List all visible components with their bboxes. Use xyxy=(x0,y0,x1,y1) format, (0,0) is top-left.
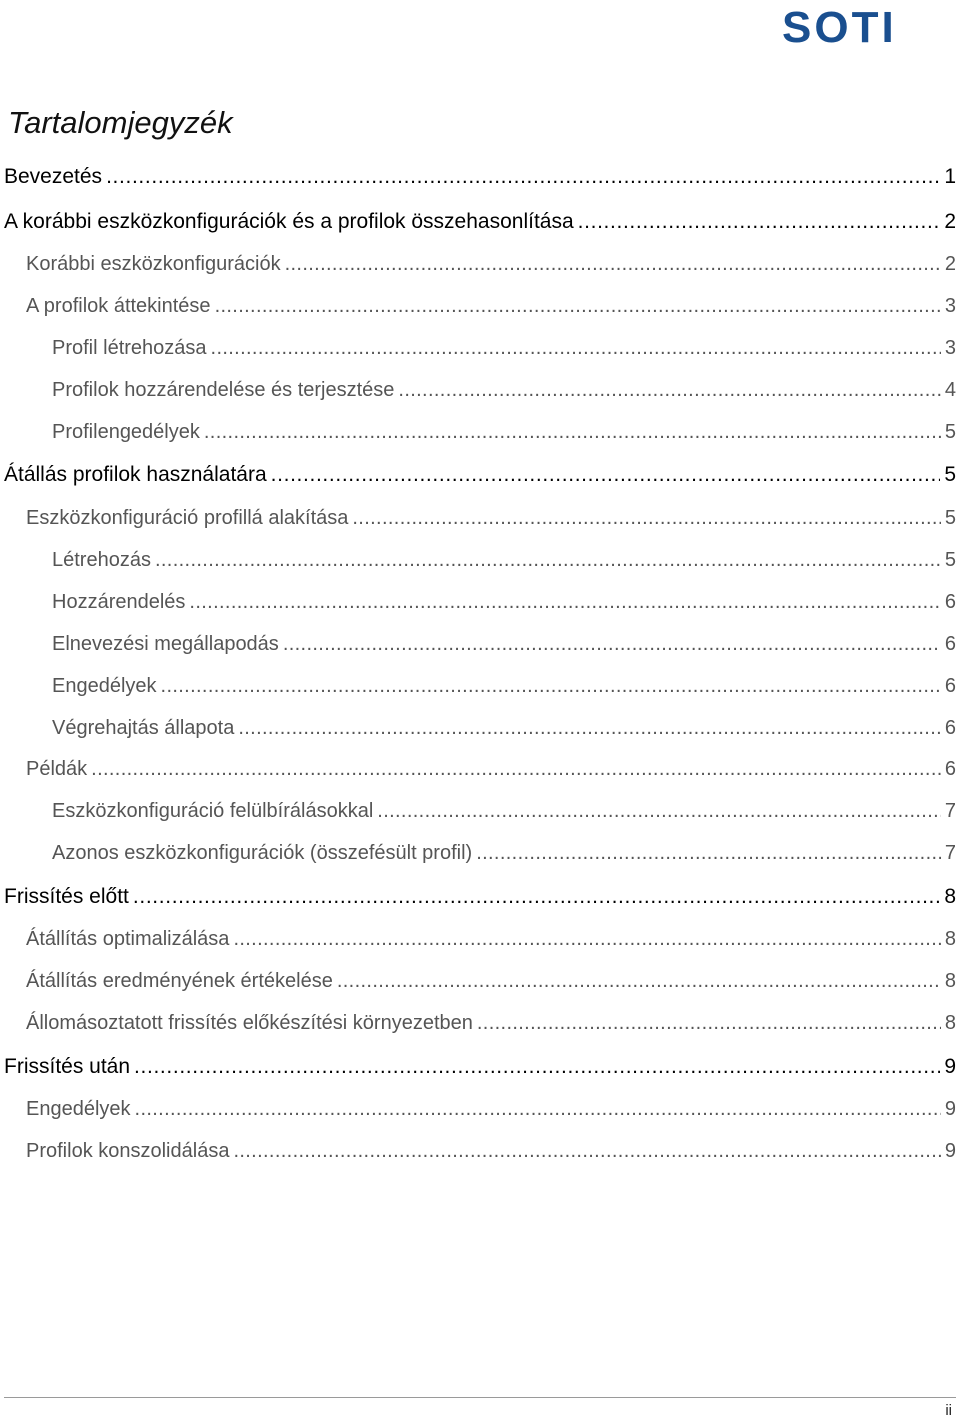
toc-leader-dots xyxy=(106,165,940,189)
toc-entry[interactable] xyxy=(0,165,960,189)
toc-entry-label: Eszközkonfiguráció profillá alakítása xyxy=(26,507,349,529)
toc-entry[interactable] xyxy=(0,1140,960,1163)
toc-entry-label: Példák xyxy=(26,758,88,780)
toc-leader-dots xyxy=(204,421,941,444)
toc-entry-page: 8 xyxy=(944,1012,956,1034)
toc-entry-label: Korábbi eszközkonfigurációk xyxy=(26,253,281,275)
toc-entry-label: Létrehozás xyxy=(52,549,151,571)
toc-leader-dots xyxy=(476,842,941,865)
toc-entry-label: A korábbi eszközkonfigurációk és a profilok összehasonlítása xyxy=(4,210,574,233)
toc-entry[interactable] xyxy=(0,842,960,865)
toc-entry[interactable] xyxy=(0,970,960,993)
toc-entry-page: 2 xyxy=(944,210,956,233)
toc-leader-dots xyxy=(189,591,940,614)
toc-entry[interactable] xyxy=(0,421,960,444)
toc-entry-page: 9 xyxy=(944,1055,956,1078)
logo-text: SOTI xyxy=(782,3,897,50)
toc-entry[interactable] xyxy=(0,210,960,234)
toc-entry-label: Profilengedélyek xyxy=(52,421,200,443)
toc-entry-page: 8 xyxy=(944,970,956,992)
toc-entry-label: Állomásoztatott frissítés előkészítési környezetben xyxy=(26,1012,473,1034)
toc-entry[interactable] xyxy=(0,717,960,740)
toc-entry-label: Hozzárendelés xyxy=(52,591,186,613)
toc-leader-dots xyxy=(233,1140,940,1163)
toc-leader-dots xyxy=(134,1055,940,1079)
toc-entry-label: Profilok hozzárendelése és terjesztése xyxy=(52,379,395,401)
toc-leader-dots xyxy=(271,463,941,487)
toc-entry-label: Profilok konszolidálása xyxy=(26,1140,230,1162)
toc-entry-label: Azonos eszközkonfigurációk (összefésült profil) xyxy=(52,842,473,864)
toc-entry-page: 6 xyxy=(944,675,956,697)
toc-leader-dots xyxy=(377,800,941,823)
toc-entry-page: 9 xyxy=(944,1140,956,1162)
toc-entry-label: A profilok áttekintése xyxy=(26,295,211,317)
toc-entry-page: 4 xyxy=(944,379,956,401)
toc-entry[interactable] xyxy=(0,591,960,614)
toc-entry[interactable] xyxy=(0,549,960,572)
toc-entry[interactable] xyxy=(0,885,960,909)
toc-entry-page: 8 xyxy=(944,928,956,950)
toc-leader-dots xyxy=(398,379,940,402)
toc-entry[interactable] xyxy=(0,295,960,318)
toc-entry-page: 5 xyxy=(944,507,956,529)
toc-entry[interactable] xyxy=(0,1055,960,1079)
toc-entry[interactable] xyxy=(0,800,960,823)
toc-entry-page: 1 xyxy=(944,165,956,188)
page-number: ii xyxy=(945,1402,952,1419)
toc-leader-dots xyxy=(133,885,940,909)
toc-entry-label: Profil létrehozása xyxy=(52,337,207,359)
toc-leader-dots xyxy=(238,717,941,740)
toc-entry-page: 5 xyxy=(944,421,956,443)
toc-entry-page: 2 xyxy=(944,253,956,275)
toc-entry-page: 6 xyxy=(944,591,956,613)
toc-leader-dots xyxy=(155,549,941,572)
toc-entry-page: 6 xyxy=(944,717,956,739)
toc-entry[interactable] xyxy=(0,928,960,951)
toc-entry-page: 8 xyxy=(944,885,956,908)
toc-entry[interactable] xyxy=(0,337,960,360)
toc-entry[interactable] xyxy=(0,675,960,698)
toc-leader-dots xyxy=(337,970,941,993)
toc-entry-label: Frissítés előtt xyxy=(4,885,129,908)
toc-entry-page: 6 xyxy=(944,633,956,655)
toc-leader-dots xyxy=(477,1012,941,1035)
toc-leader-dots xyxy=(211,337,941,360)
toc-entry-label: Engedélyek xyxy=(52,675,157,697)
toc-entry-label: Eszközkonfiguráció felülbírálásokkal xyxy=(52,800,374,822)
toc-leader-dots xyxy=(578,210,941,234)
toc-entry-page: 5 xyxy=(944,463,956,486)
toc-entry-page: 7 xyxy=(944,842,956,864)
toc-entry-page: 9 xyxy=(944,1098,956,1120)
footer-divider xyxy=(4,1397,956,1398)
toc-entry[interactable] xyxy=(0,253,960,276)
toc-entry[interactable] xyxy=(0,1098,960,1121)
toc-leader-dots xyxy=(135,1098,941,1121)
toc-leader-dots xyxy=(352,507,940,530)
toc-entry-label: Engedélyek xyxy=(26,1098,131,1120)
toc-entry-label: Bevezetés xyxy=(4,165,103,188)
toc-entry[interactable] xyxy=(0,379,960,402)
toc-entry-page: 3 xyxy=(944,295,956,317)
toc-leader-dots xyxy=(283,633,941,656)
toc-leader-dots xyxy=(161,675,941,698)
toc-entry-label: Átállás profilok használatára xyxy=(4,463,267,486)
toc-entry[interactable] xyxy=(0,633,960,656)
toc-entry[interactable] xyxy=(0,463,960,487)
toc-entry-label: Elnevezési megállapodás xyxy=(52,633,279,655)
toc-leader-dots xyxy=(285,253,941,276)
toc-entry-page: 5 xyxy=(944,549,956,571)
toc-leader-dots xyxy=(215,295,941,318)
toc-entry-label: Végrehajtás állapota xyxy=(52,717,235,739)
toc-entry-page: 3 xyxy=(944,337,956,359)
toc-leader-dots xyxy=(91,758,941,781)
toc-entry-label: Átállítás eredményének értékelése xyxy=(26,970,333,992)
toc-entry-page: 7 xyxy=(944,800,956,822)
toc-entry-label: Frissítés után xyxy=(4,1055,131,1078)
toc-entry[interactable] xyxy=(0,1012,960,1035)
soti-logo xyxy=(778,2,948,50)
toc-entry[interactable] xyxy=(0,758,960,781)
toc-entry-page: 6 xyxy=(944,758,956,780)
toc-title: Tartalomjegyzék xyxy=(8,105,233,140)
toc-entry-label: Átállítás optimalizálása xyxy=(26,928,230,950)
toc-leader-dots xyxy=(233,928,940,951)
toc-entry[interactable] xyxy=(0,507,960,530)
